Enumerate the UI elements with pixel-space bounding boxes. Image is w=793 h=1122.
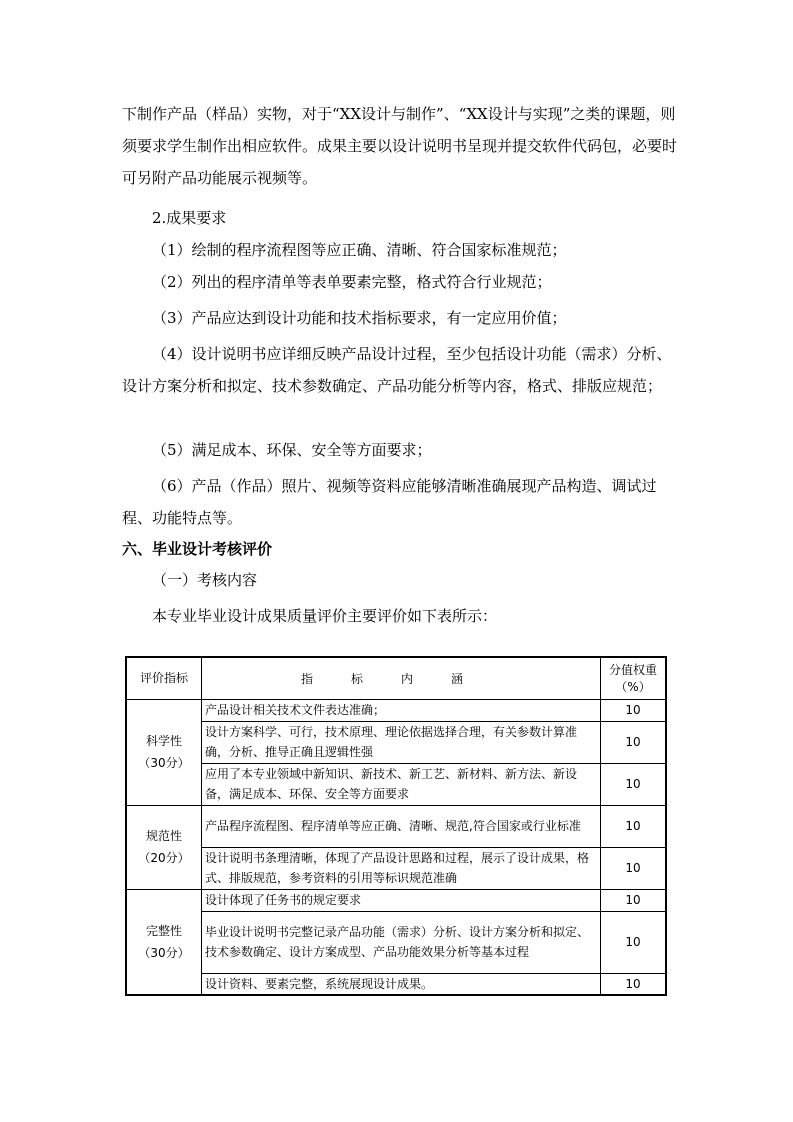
requirement-3: （3）产品应达到设计功能和技术指标要求，有一定应用价值； — [152, 309, 567, 327]
category-score: （30分） — [138, 945, 190, 960]
weight-cell: 10 — [601, 973, 667, 995]
table-row — [126, 847, 666, 889]
content-cell: 产品程序流程图、程序清单等应正确、清晰、规范,符合国家或行业标准 — [202, 805, 601, 847]
category-cell-scientific — [126, 699, 202, 805]
table-row — [126, 805, 666, 847]
weight-cell: 10 — [601, 889, 667, 911]
table-header-row — [126, 657, 666, 699]
content-cell: 毕业设计说明书完整记录产品功能（需求）分析、设计方案分析和拟定、技术参数确定、设计方案成型、产品功能效果分析等基本过程 — [202, 911, 601, 973]
result-requirements-heading: 2.成果要求 — [152, 209, 227, 227]
category-score: （30分） — [138, 756, 190, 770]
table-row — [126, 973, 666, 995]
requirement-5: （5）满足成本、环保、安全等方面要求； — [152, 441, 432, 459]
table-intro: 本专业毕业设计成果质量评价主要评价如下表所示： — [152, 607, 498, 625]
header-content: 指标内涵 — [202, 657, 601, 699]
category-name: 完整性 — [145, 923, 182, 938]
table-row — [126, 763, 666, 805]
content-cell: 设计方案科学、可行，技术原理、理论依据选择合理，有关参数计算准确，分析、推导正确且逻辑性强 — [202, 721, 601, 763]
subsection-title: （一）考核内容 — [152, 571, 258, 589]
weight-cell: 10 — [601, 847, 667, 889]
requirement-6: （6）产品（作品）照片、视频等资料应能够清晰准确展现产品构造、调试过程、功能特点等。 — [122, 477, 657, 527]
evaluation-table — [125, 656, 667, 996]
requirement-2: （2）列出的程序清单等表单要素完整，格式符合行业规范； — [152, 273, 552, 291]
weight-cell: 10 — [601, 721, 667, 763]
content-cell: 设计说明书条理清晰，体现了产品设计思路和过程，展示了设计成果，格式、排版规范，参考资料的引用等标识规范准确 — [202, 847, 601, 889]
category-name: 科学性 — [145, 734, 182, 748]
header-weight: 分值权重（%） — [601, 657, 667, 699]
section-title: 六、毕业设计考核评价 — [122, 540, 273, 558]
category-score: （20分） — [138, 851, 190, 865]
weight-cell: 10 — [601, 763, 667, 805]
table-row — [126, 889, 666, 911]
requirement-4: （4）设计说明书应详细反映产品设计过程，至少包括设计功能（需求）分析、设计方案分析和拟定、技术参数确定、产品功能分析等内容，格式、排版应规范； — [122, 345, 672, 395]
category-cell-normative — [126, 805, 202, 889]
category-cell-completeness — [126, 889, 202, 995]
weight-cell: 10 — [601, 699, 667, 721]
content-cell: 设计资料、要素完整，系统展现设计成果。 — [202, 973, 601, 995]
content-cell: 应用了本专业领域中新知识、新技术、新工艺、新材料、新方法、新设备，满足成本、环保、安全等方面要求 — [202, 763, 601, 805]
weight-cell: 10 — [601, 911, 667, 973]
intro-paragraph: 下制作产品（样品）实物，对于“XX设计与制作”、“XX设计与实现”之类的课题，则须要求学生制作出相应软件。成果主要以设计说明书呈现并提交软件代码包，必要时可另附产品功能展示视频等。 — [122, 105, 678, 187]
requirement-1: （1）绘制的程序流程图等应正确、清晰、符合国家标准规范； — [152, 241, 567, 259]
table-row — [126, 699, 666, 721]
category-name: 规范性 — [145, 829, 182, 843]
content-cell: 设计体现了任务书的规定要求 — [202, 889, 601, 911]
weight-cell: 10 — [601, 805, 667, 847]
table-row — [126, 721, 666, 763]
table-row — [126, 911, 666, 973]
header-indicator: 评价指标 — [126, 657, 202, 699]
content-cell: 产品设计相关技术文件表达准确； — [202, 699, 601, 721]
